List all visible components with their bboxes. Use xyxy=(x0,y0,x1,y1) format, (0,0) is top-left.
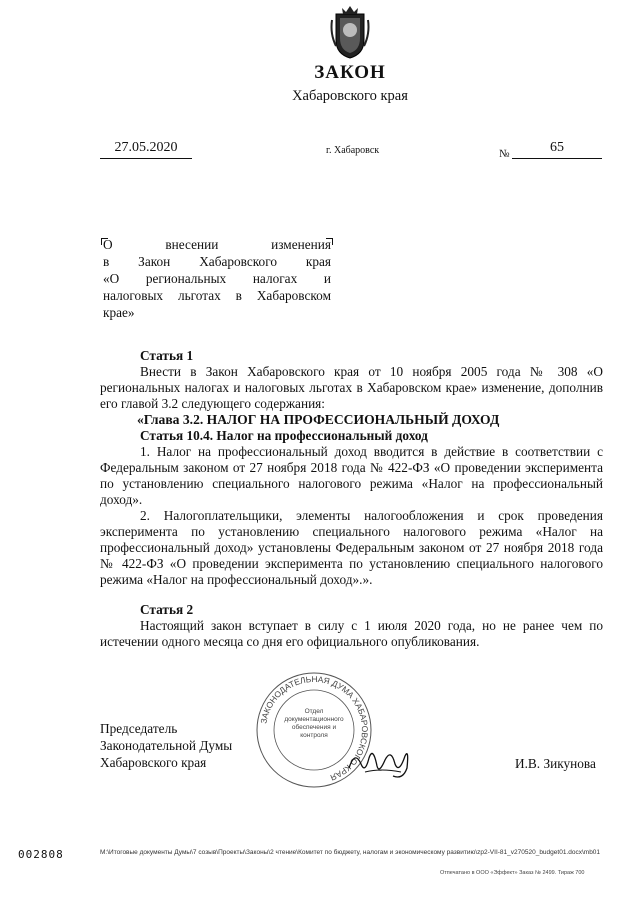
law-subject xyxy=(103,236,331,321)
article-1-heading: Статья 1 xyxy=(140,348,194,363)
signer-name: И.В. Зикунова xyxy=(515,756,596,771)
stamp-ring-text: ЗАКОНОДАТЕЛЬНАЯ ДУМА ХАБАРОВСКОГО КРАЯ xyxy=(258,673,371,783)
document-code: 002808 xyxy=(18,848,64,861)
article-2-text: Настоящий закон вступает в силу с 1 июля 2020 года, но не ранее чем по истечении одного месяца со дня его официального опубликования. xyxy=(100,618,603,649)
article-1-intro: Внести в Закон Хабаровского края от 10 ноября 2005 года № 308 «О региональных налогах и налоговых льготах в Хабаровском крае» изменение, дополнив его главой 3.2 следующего содержания: xyxy=(100,364,603,411)
number-sign: № xyxy=(499,148,510,160)
signer-position xyxy=(100,720,232,771)
region-subtitle: Хабаровского края xyxy=(292,88,408,104)
article-10-4-paragraph-2: 2. Налогоплательщики, элементы налогообложения и срок проведения эксперимента по установлению специального налогового режима «Налог на профессиональный доход» установлены Федеральным законом от 27 ноября 2018 года № 422-ФЗ «О проведении эксперимента по установлению специального налогового режима «Налог на профессиональный доход».». xyxy=(100,508,603,587)
coat-of-arms-icon xyxy=(328,0,372,60)
article-10-4-heading: Статья 10.4. Налог на профессиональный доход xyxy=(140,428,428,443)
subject-line: «О региональных налогах и xyxy=(103,271,331,286)
handwritten-signature-icon xyxy=(345,738,415,782)
position-line: Законодательной Думы xyxy=(100,738,233,753)
article-2-heading: Статья 2 xyxy=(140,602,194,617)
print-info: Отпечатано в ООО «Эффект» Заказ № 2499. Тираж 700 xyxy=(440,870,585,876)
subject-line: О внесении изменения xyxy=(103,237,331,252)
law-date: 27.05.2020 xyxy=(100,140,192,159)
position-line: Председатель xyxy=(100,721,178,736)
subject-line: в Закон Хабаровского края xyxy=(103,254,331,269)
subject-line: крае» xyxy=(103,305,135,320)
position-line: Хабаровского края xyxy=(100,755,207,770)
chapter-heading: «Глава 3.2. НАЛОГ НА ПРОФЕССИОНАЛЬНЫЙ ДОХОД xyxy=(137,412,500,427)
stamp-center-text: Отдел документационного обеспечения и контроля xyxy=(284,708,344,739)
article-10-4-paragraph-1: 1. Налог на профессиональный доход вводится в действие в соответствии с Федеральным законом от 27 ноября 2018 года № 422-ФЗ «О проведении эксперимента по установлению специального налогового режима «Налог на профессиональный доход». xyxy=(100,444,603,507)
document-type-title: ЗАКОН xyxy=(314,62,386,83)
city-name: г. Хабаровск xyxy=(326,145,380,156)
law-body xyxy=(100,348,603,650)
subject-line: налоговых льготах в Хабаровском xyxy=(103,288,331,303)
file-path: M:\Итоговые документы Думы\7 созыв\Проекты\Законы\2 чтение\Комитет по бюджету, налогам и экономическому развитию\zp2-VII-81_v270520_budget01.docx\mb01 xyxy=(100,849,601,856)
law-number: 65 xyxy=(512,140,602,159)
